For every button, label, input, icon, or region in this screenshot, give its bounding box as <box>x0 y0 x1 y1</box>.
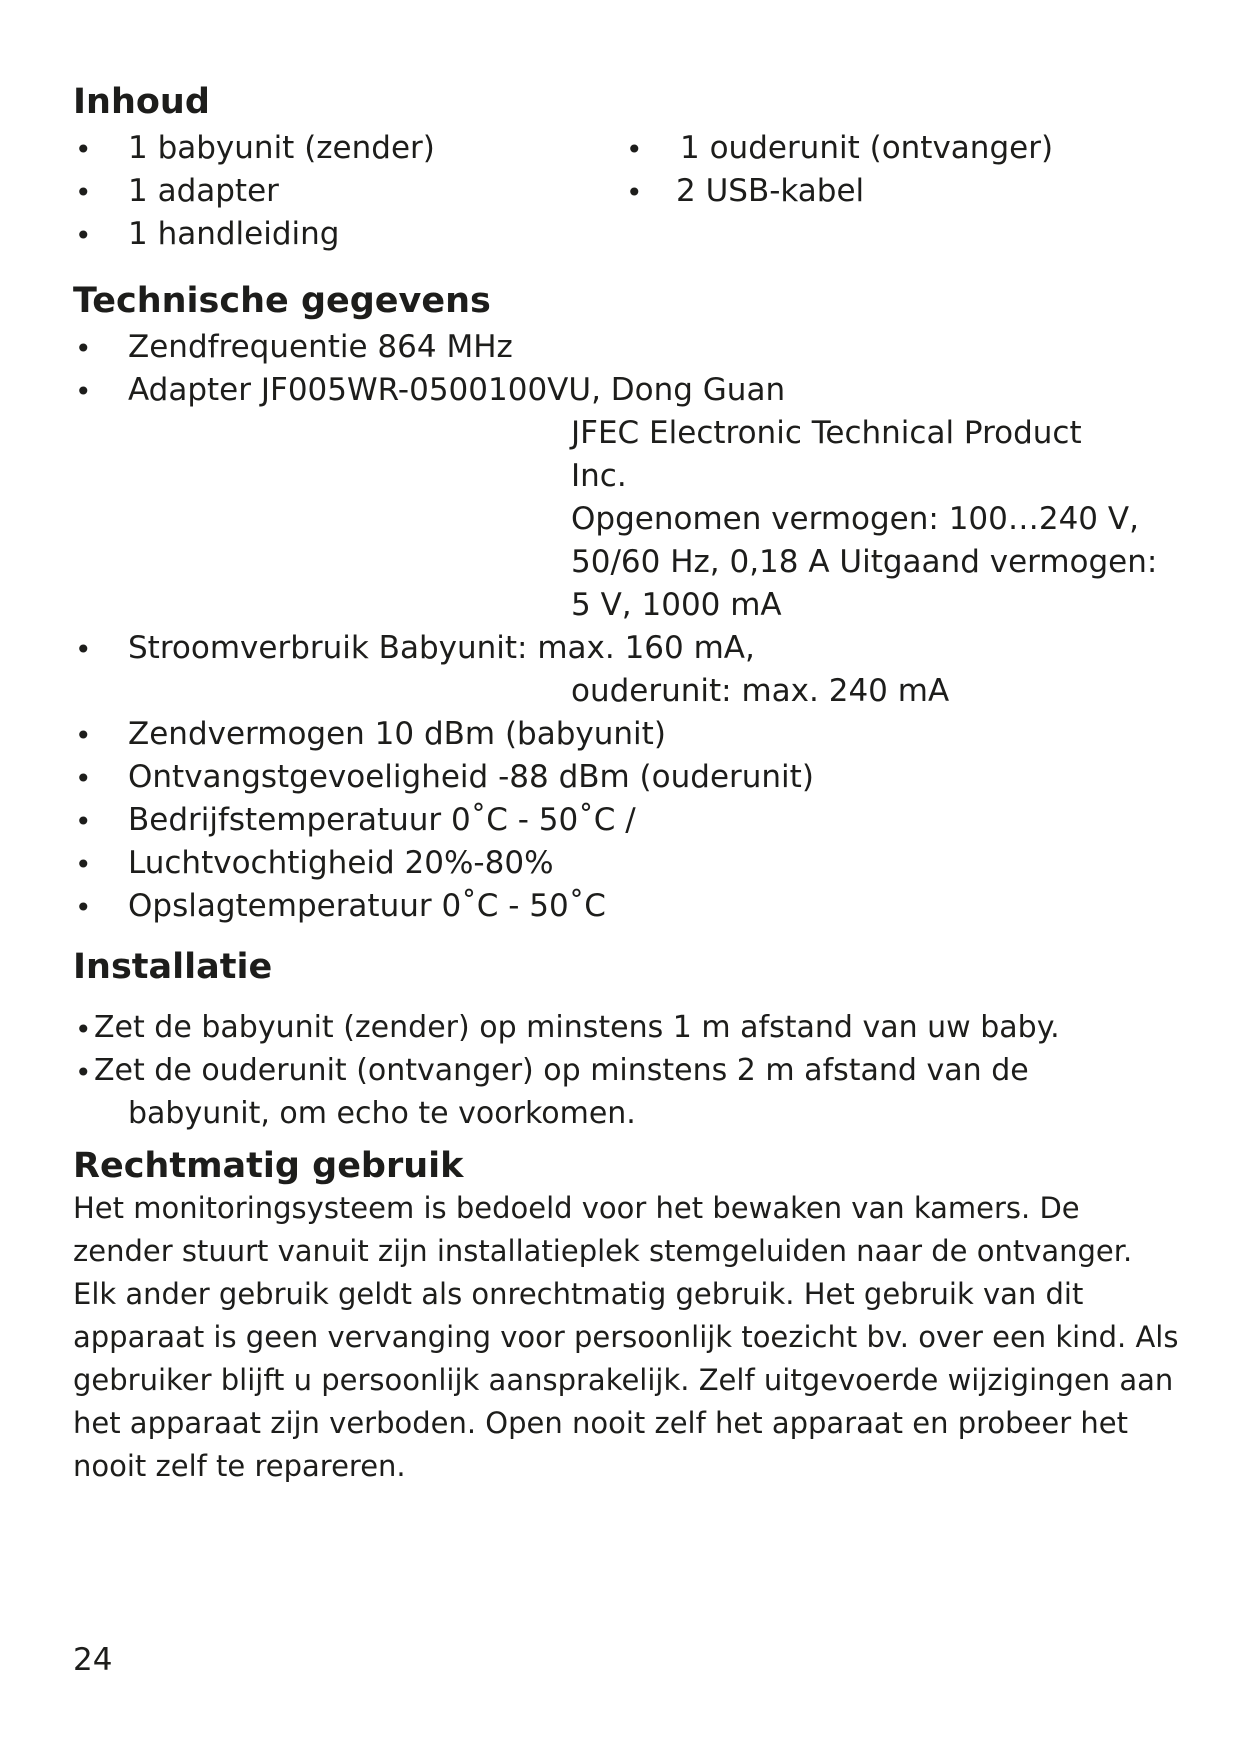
spec-detail: Inc. <box>571 458 627 494</box>
bullet-icon: • <box>75 332 92 365</box>
spec-item: Zendvermogen 10 dBm (babyunit) <box>128 716 666 752</box>
technische-heading: Technische gegevens <box>73 281 491 321</box>
bullet-icon: • <box>75 375 92 408</box>
spec-item: Zendfrequentie 864 MHz <box>128 329 513 365</box>
bullet-icon: • <box>75 891 92 924</box>
bullet-icon: • <box>75 848 92 881</box>
bullet-icon: • <box>75 176 92 209</box>
spec-item: Adapter JF005WR-0500100VU, Dong Guan <box>128 372 786 408</box>
bullet-icon: • <box>75 133 92 166</box>
installatie-item: Zet de babyunit (zender) op minstens 1 m afstand van uw baby. <box>94 1010 1060 1045</box>
installatie-item-continued: babyunit, om echo te voorkomen. <box>128 1096 636 1131</box>
installatie-heading: Installatie <box>73 947 273 987</box>
spec-detail: 5 V, 1000 mA <box>571 587 782 623</box>
spec-item: Bedrijfstemperatuur 0˚C - 50˚C / <box>128 802 636 838</box>
spec-detail: Opgenomen vermogen: 100…240 V, <box>571 501 1139 537</box>
rechtmatig-heading: Rechtmatig gebruik <box>73 1146 464 1186</box>
bullet-icon: • <box>75 633 92 666</box>
spec-detail: 50/60 Hz, 0,18 A Uitgaand vermogen: <box>571 544 1158 580</box>
spec-item: Opslagtemperatuur 0˚C - 50˚C <box>128 888 606 924</box>
spec-item: Stroomverbruik Babyunit: max. 160 mA, <box>128 630 755 666</box>
inhoud-item: 1 babyunit (zender) <box>128 130 435 166</box>
page-number: 24 <box>73 1642 113 1678</box>
bullet-icon: • <box>626 176 643 209</box>
bullet-icon: • <box>75 762 92 795</box>
inhoud-heading: Inhoud <box>73 82 210 122</box>
inhoud-item: 1 adapter <box>128 173 279 209</box>
bullet-icon: • <box>75 219 92 252</box>
installatie-item: Zet de ouderunit (ontvanger) op minstens 2 m afstand van de <box>94 1053 1029 1088</box>
spec-detail: ouderunit: max. 240 mA <box>571 673 950 709</box>
inhoud-item: 1 handleiding <box>128 216 340 252</box>
spec-item: Ontvangstgevoeligheid -88 dBm (ouderunit) <box>128 759 814 795</box>
bullet-icon: • <box>75 719 92 752</box>
spec-detail: JFEC Electronic Technical Product <box>571 415 1082 451</box>
bullet-icon: • <box>75 1013 92 1046</box>
inhoud-item: 2 USB-kabel <box>676 173 865 209</box>
bullet-icon: • <box>75 1056 92 1089</box>
bullet-icon: • <box>626 133 643 166</box>
inhoud-item: 1 ouderunit (ontvanger) <box>680 130 1054 166</box>
spec-item: Luchtvochtigheid 20%-80% <box>128 845 554 881</box>
rechtmatig-paragraph: Het monitoringsysteem is bedoeld voor het bewaken van kamers. De zender stuurt vanuit zijn installatieplek stemgeluiden naar de ontvanger. Elk ander gebruik geldt als onrechtmatig gebruik. Het gebruik van dit apparaat is geen vervanging voor persoonlijk toezicht bv. over een kind. Als gebruiker blijft u persoonlijk aansprakelijk. Zelf uitgevoerde wijzigingen aan het apparaat zijn verboden. Open nooit zelf het apparaat en probeer het nooit zelf te repareren. <box>73 1191 1179 1483</box>
bullet-icon: • <box>75 805 92 838</box>
